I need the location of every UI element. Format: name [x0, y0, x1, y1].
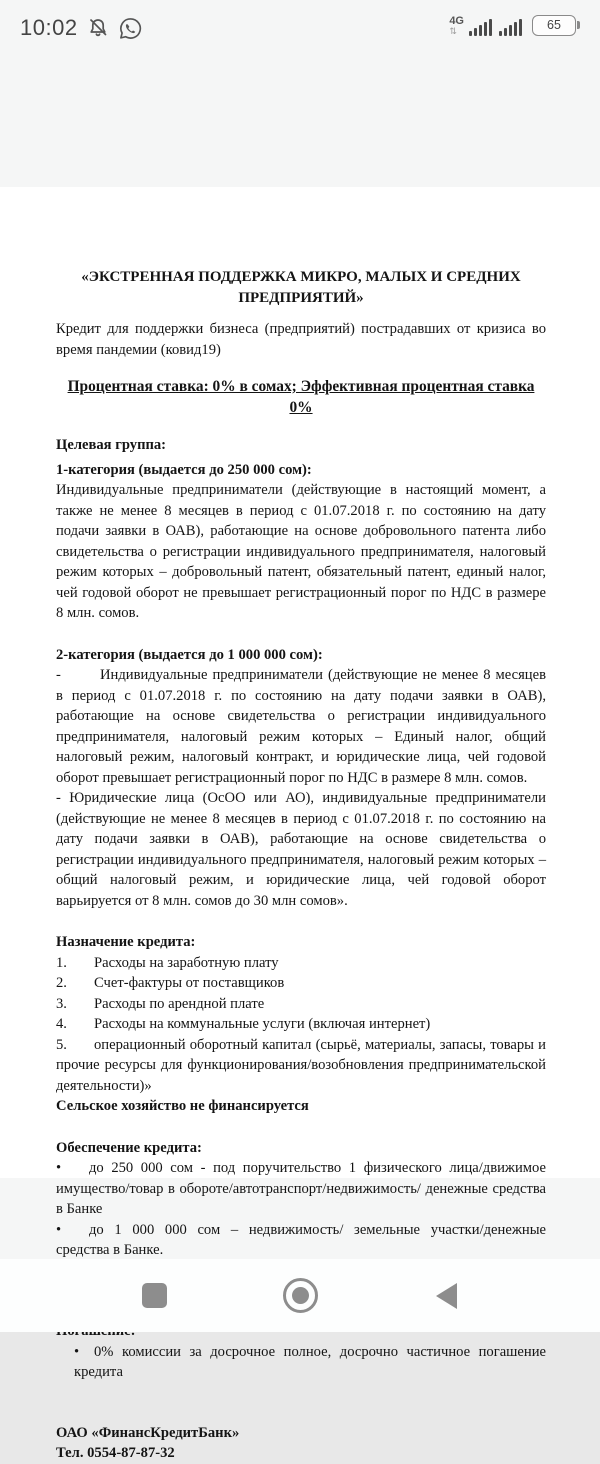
bullet-marker: •	[74, 1343, 80, 1360]
category2-item	[56, 665, 546, 788]
signal-bars-sim2-icon	[499, 19, 522, 36]
signal-bars-sim1-icon	[469, 19, 492, 36]
network-indicator	[449, 16, 464, 36]
status-bar	[0, 0, 600, 56]
target-group-heading: Целевая группа:	[56, 437, 167, 453]
document-page[interactable]	[0, 187, 600, 1461]
purpose-item-text: Расходы на коммунальные услуги (включая интернет)	[94, 1016, 431, 1032]
category2-item-text: Юридические лица (ОсОО или АО), индивидуальные предприниматели (действующие не менее 8 месяцев в период с 01.07.2018 г. по состоянию на дату подачи заявки в ОАВ), работающие на основе свидетельства о регистрации индивидуального предпринимателя, налоговый режим которых – общий налоговый режим, и юридические лица, чей годовой оборот варьируется от 8 млн. сомов до 30 млн сомов».	[56, 790, 546, 909]
category1-body: Индивидуальные предприниматели (действующие в настоящий момент, а также не менее 8 месяцев в период с 01.07.2018 г. по состоянию на дату подачи заявки в ОАВ), работающие на основе добровольного патента либо свидетельства о регистрации индивидуального предпринимателя, налоговый режим которых – добровольный патент, обязательный патент, единый налог, чей годовой оборот не превышает регистрационный порог по НДС в размере 8 млн. сомов.	[56, 482, 546, 621]
purpose-heading: Назначение кредита:	[56, 934, 196, 950]
repayment-item	[56, 1342, 546, 1383]
purpose-item	[56, 1035, 546, 1097]
back-icon	[436, 1283, 457, 1309]
collateral-heading: Обеспечение кредита:	[56, 1139, 202, 1156]
recent-apps-icon	[142, 1283, 167, 1308]
battery-nub	[577, 21, 580, 29]
category2-item-text: Индивидуальные предприниматели (действующие не менее 8 месяцев в период с 01.07.2018 г. по состоянию на дату подачи заявки в ОАВ), работающие на основе свидетельства о регистрации индивидуального предпринимателя, налоговый режим которых – Единый налог, общий налоговый режим, налоговый контракт, и юридические лица, чей годовой оборот превышает регистрационный порог по НДС в размере 8 млн. сомов.	[56, 667, 546, 786]
document-title: «ЭКСТРЕННАЯ ПОДДЕРЖКА МИКРО, МАЛЫХ И СРЕДНИХ ПРЕДПРИЯТИЙ»	[81, 269, 521, 306]
battery-percent: 65	[547, 18, 561, 32]
purpose-item	[56, 1014, 546, 1035]
bullet-marker: •	[56, 1160, 62, 1176]
collateral-item	[56, 1220, 546, 1261]
collateral-item	[56, 1158, 546, 1220]
purpose-item	[56, 994, 546, 1015]
purpose-item	[56, 953, 546, 974]
agriculture-note: Сельское хозяйство не финансируется	[56, 1098, 309, 1114]
purpose-item-text: Расходы по арендной плате	[94, 995, 265, 1012]
collateral-item-text: до 1 000 000 сом – недвижимость/ земельные участки/денежные средства в Банке.	[56, 1221, 546, 1258]
battery-indicator	[532, 15, 580, 36]
category2-heading: 2-категория (выдается до 1 000 000 сом):	[56, 646, 323, 663]
status-bar-left	[20, 15, 143, 41]
android-nav-bar	[0, 1259, 600, 1332]
dash-marker: -	[56, 790, 61, 806]
item-number: 1.	[56, 954, 67, 971]
data-arrows-icon: ⇅	[449, 25, 457, 36]
whatsapp-icon	[118, 16, 143, 41]
clock: 10:02	[20, 15, 78, 40]
back-button[interactable]	[426, 1276, 466, 1316]
intro-paragraph: Кредит для поддержки бизнеса (предприятий) пострадавших от кризиса во время пандемии (ковид19)	[56, 321, 546, 358]
recent-apps-button[interactable]	[134, 1276, 174, 1316]
collateral-item-text: до 250 000 сом - под поручительство 1 физического лица/движимое имущество/товар в обороте/автотранспорт/недвижимость/ денежные средства в Банке	[56, 1160, 546, 1217]
bullet-marker: •	[56, 1221, 62, 1238]
item-number: 2.	[56, 975, 67, 991]
category1-heading: 1-категория (выдается до 250 000 сом):	[56, 461, 312, 478]
item-number: 5.	[56, 1036, 67, 1053]
repayment-item-text: 0% комиссии за досрочное полное, досрочно частичное погашение кредита	[74, 1343, 546, 1380]
item-number: 4.	[56, 1016, 67, 1032]
status-bar-right	[449, 15, 580, 42]
purpose-item-text: Расходы на заработную плату	[94, 954, 279, 971]
item-number: 3.	[56, 995, 67, 1012]
bank-phone: Тел. 0554-87-87-32	[56, 1445, 175, 1461]
notifications-muted-icon	[86, 16, 110, 40]
purpose-item-text: операционный оборотный капитал (сырьё, материалы, запасы, товары и прочие ресурсы для функционирования/возобновления предпринимательской деятельности)»	[56, 1036, 546, 1094]
interest-rate-line: Процентная ставка: 0% в сомах; Эффективная процентная ставка 0%	[67, 378, 535, 416]
network-type-label: 4G	[449, 14, 464, 27]
purpose-item	[56, 973, 546, 994]
bank-name: ОАО «ФинансКредитБанк»	[56, 1424, 240, 1441]
dash-marker: -	[56, 667, 61, 683]
document-footer	[56, 1423, 546, 1464]
category2-item	[56, 788, 546, 911]
purpose-item-text: Счет-фактуры от поставщиков	[94, 975, 285, 991]
home-button[interactable]	[280, 1276, 320, 1316]
home-icon	[283, 1278, 318, 1313]
